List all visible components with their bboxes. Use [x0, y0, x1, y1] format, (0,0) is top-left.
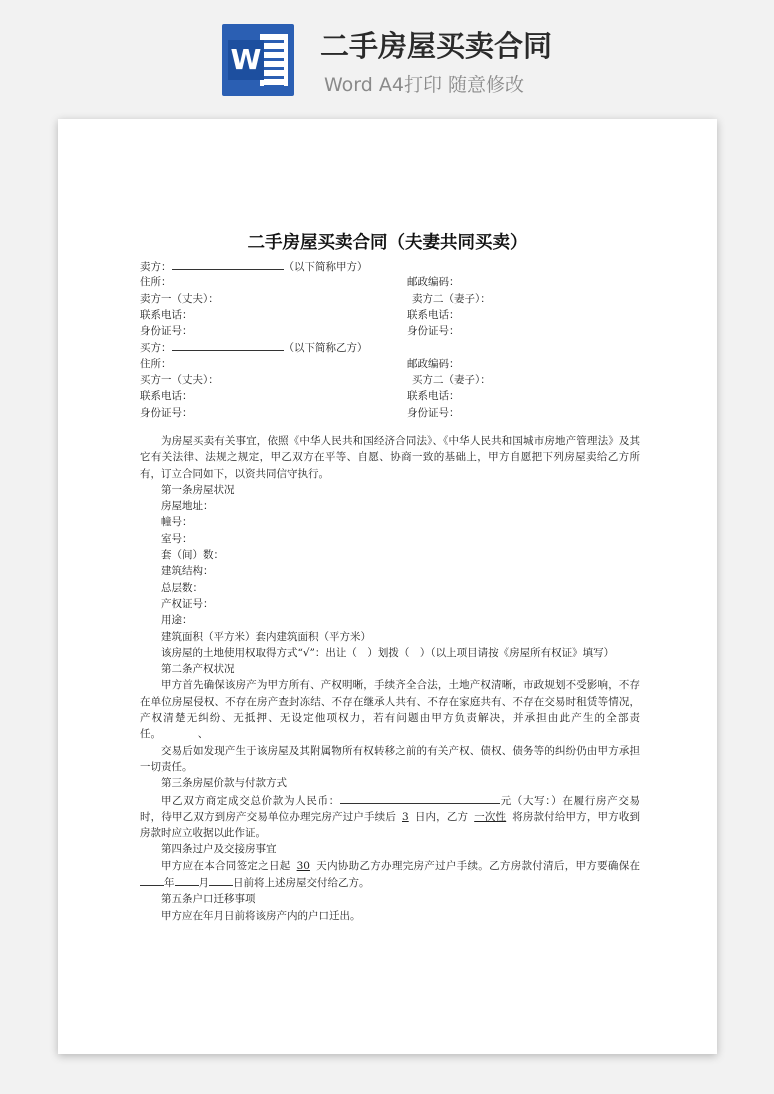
- s4-text3: 日前将上述房屋交付给乙方。: [233, 877, 370, 890]
- s4-month: 月: [198, 877, 209, 890]
- buyer-id1-label: 身份证号：: [140, 406, 193, 419]
- section5-heading: 第五条户口迁移事项: [161, 893, 256, 906]
- section2-paragraph2: 交易后如发现产生于该房屋及其附属物所有权转移之前的有关产权、债权、债务等的纠纷仍由甲方承担一切责任。: [140, 744, 640, 773]
- s3-text4: 将房款付给甲方，甲方收到房款时应立收据以此作证。: [140, 810, 641, 840]
- section5-paragraph: 甲方应在年月日前将该房产内的户口迁出。: [161, 909, 361, 922]
- party-info: [140, 258, 660, 421]
- payment-method-value: 一次性: [474, 810, 507, 823]
- seller-label: 卖方：: [140, 261, 172, 273]
- contract-body: [140, 433, 640, 924]
- payment-days-value: 3: [402, 810, 409, 823]
- section3-heading: 第三条房屋价款与付款方式: [161, 777, 287, 790]
- buyer-note: （以下简称乙方）: [283, 342, 368, 355]
- seller-name-blank[interactable]: [172, 258, 284, 270]
- s3-text3: 日内，乙方: [414, 810, 469, 823]
- seller-postal-label: 邮政编码：: [407, 276, 460, 289]
- seller-parties-row: [140, 291, 660, 307]
- document-page: [58, 119, 717, 1054]
- section4-heading: 第四条过户及交接房事宜: [161, 843, 277, 856]
- document-title: 二手房屋买卖合同（夫妻共同买卖）: [247, 233, 528, 253]
- buyer-name-blank[interactable]: [172, 339, 284, 351]
- section3-paragraph: [140, 792, 640, 842]
- buyer-phone2-label: 联系电话：: [407, 390, 460, 403]
- buyer-phone1-label: 联系电话：: [140, 390, 193, 403]
- seller-address-label: 住所：: [140, 276, 172, 289]
- seller-id2-label: 身份证号：: [407, 325, 460, 338]
- land-use-paragraph: 该房屋的土地使用权取得方式“√”：出让（ ）划拨（ ）（以上项目请按《房屋所有权证》填写）: [161, 646, 615, 659]
- seller-note: （以下简称甲方）: [283, 261, 368, 273]
- buyer-id2-label: 身份证号：: [407, 406, 460, 419]
- word-letter: W: [228, 40, 264, 80]
- buyer-address-row: [140, 356, 660, 372]
- day-blank[interactable]: [209, 874, 233, 886]
- s4-text1: 甲方应在本合同签定之日起: [161, 859, 291, 872]
- s1-item: 建筑结构：: [161, 565, 214, 578]
- buyer-label: 买方：: [140, 342, 172, 355]
- seller-id-row: [140, 323, 660, 339]
- intro-paragraph: 为房屋买卖有关事宜，依照《中华人民共和国经济合同法》、《中华人民共和国城市房地产管理法》及其它有关法律、法规之规定，甲乙双方在平等、自愿、协商一致的基础上，甲方自愿把下列房屋卖给乙方所有，订立合同如下，以资共同信守执行。: [140, 435, 640, 480]
- seller-party2-label: 卖方二（妻子）：: [412, 292, 491, 305]
- seller-address-row: [140, 274, 660, 290]
- s1-item: 套（间）数：: [161, 549, 224, 562]
- s1-item: 室号：: [161, 532, 193, 545]
- section1-heading: 第一条房屋状况: [161, 483, 235, 496]
- seller-id1-label: 身份证号：: [140, 325, 193, 338]
- s1-item: 幢号：: [161, 516, 193, 529]
- buyer-parties-row: [140, 372, 660, 388]
- buyer-line: [140, 339, 660, 355]
- seller-phone2-label: 联系电话：: [407, 308, 460, 321]
- seller-phone1-label: 联系电话：: [140, 308, 193, 321]
- transfer-days-value: 30: [296, 859, 310, 872]
- year-blank[interactable]: [140, 874, 164, 886]
- s3-text2: 元（大写：）在履行房产交易时，待甲乙双方到房产交易单位办理完房产过户手续后: [140, 794, 641, 823]
- header-banner: [0, 0, 774, 118]
- s1-item: 建筑面积（平方米）套内建筑面积（平方米）: [161, 630, 371, 643]
- s1-item: 产权证号：: [161, 597, 214, 610]
- seller-line: [140, 258, 660, 274]
- s1-item: 房屋地址：: [161, 500, 214, 513]
- section2-paragraph1: 甲方首先确保该房产为甲方所有、产权明晰，手续齐全合法，土地产权清晰，市政规划不受影响，不存在单位房屋侵权、不存在房产查封冻结、不存在继承人共有、不存在家庭共有、不存在交易时租赁等情况，产权清楚无纠纷、无抵押、无设定他项权力，若有问题由甲方负责解决，并承担由此产生的全部责任。 、: [140, 679, 640, 741]
- buyer-postal-label: 邮政编码：: [407, 357, 460, 370]
- price-blank[interactable]: [340, 792, 500, 804]
- word-document-icon: [222, 24, 294, 96]
- seller-party1-label: 卖方一（丈夫）：: [140, 292, 219, 305]
- seller-phone-row: [140, 307, 660, 323]
- s4-year: 年: [164, 877, 175, 890]
- buyer-party1-label: 买方一（丈夫）：: [140, 374, 219, 387]
- s1-item: 总层数：: [161, 581, 203, 594]
- section2-heading: 第二条产权状况: [161, 663, 235, 676]
- buyer-party2-label: 买方二（妻子）：: [412, 374, 491, 387]
- document-lines: [260, 34, 288, 86]
- buyer-address-label: 住所：: [140, 357, 172, 370]
- section4-paragraph: [140, 858, 640, 892]
- month-blank[interactable]: [175, 874, 199, 886]
- s4-text2: 天内协助乙方办理完房产过户手续。乙方房款付清后，甲方要确保在: [315, 859, 641, 872]
- banner-title: 二手房屋买卖合同: [320, 29, 553, 63]
- buyer-phone-row: [140, 388, 660, 404]
- s3-text1: 甲乙双方商定成交总价款为人民币：: [161, 794, 340, 807]
- s1-item: 用途：: [161, 614, 193, 627]
- buyer-id-row: [140, 405, 660, 421]
- banner-subtitle: Word A4打印 随意修改: [324, 74, 525, 96]
